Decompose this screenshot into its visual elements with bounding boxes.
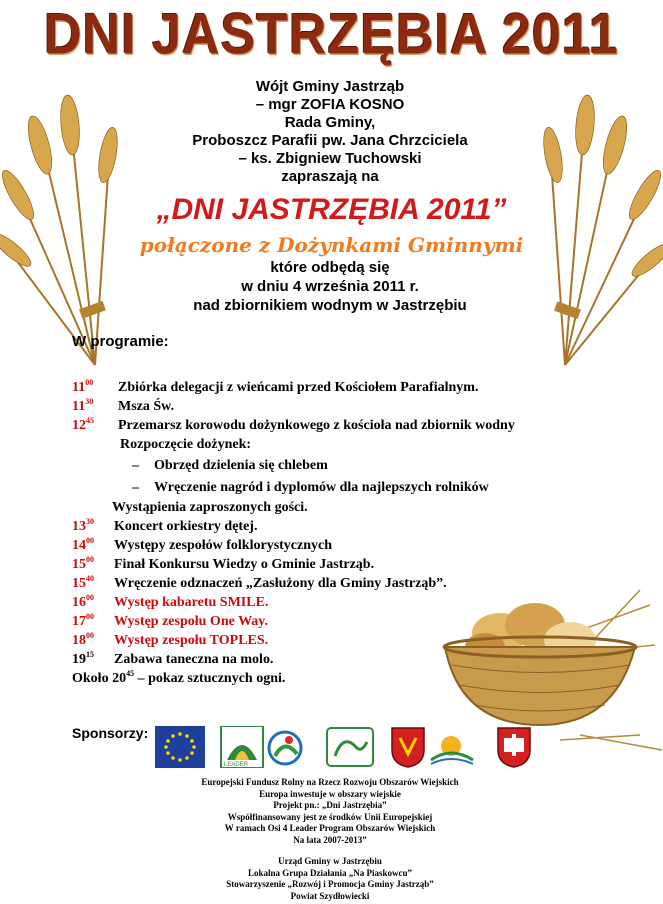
program-item (72, 669, 592, 688)
program-item (72, 555, 592, 574)
footer-line: Na lata 2007-2013” (293, 834, 367, 845)
event-details (130, 258, 530, 315)
program-text: Wręczenie odznaczeń „Zasłużony dla Gminy Jastrząb”. (114, 576, 447, 591)
program-time: $13^{30}$ (72, 517, 94, 534)
host-line: – ks. Zbigniew Tuchowski (238, 150, 422, 167)
program-text: Występ kabaretu SMILE. (114, 595, 269, 610)
program-text: Wystąpienia zaproszonych gości. (112, 500, 308, 515)
program-item (72, 498, 592, 517)
szydlowiec-coat-of-arms (489, 726, 539, 768)
leader-logo (217, 726, 267, 768)
details-line: w dniu 4 września 2011 r. (241, 278, 419, 295)
footer-line: Lokalna Grupa Działania „Na Piaskowcu” (247, 867, 413, 878)
host-line: Rada Gminy, (284, 114, 376, 131)
details-line: nad zbiornikiem wodnym w Jastrzębiu (193, 297, 467, 314)
dash-bullet: – (132, 480, 139, 495)
program-item (72, 536, 592, 555)
rozwoj-i-promocja-logo (427, 726, 477, 768)
program-time: $12^{45}$ (72, 416, 94, 433)
program-item (72, 593, 592, 612)
event-subtitle: połączone z Dożynkami Gminnymi (139, 233, 524, 257)
host-line: Wójt Gminy Jastrząb (255, 78, 405, 95)
program-text: Obrzęd dzielenia się chlebem (154, 458, 328, 473)
program-item (72, 517, 592, 536)
program-text: Wręczenie nagród i dyplomów dla najlepszych rolników (154, 480, 489, 495)
event-title: „DNI JASTRZĘBIA 2011” (156, 193, 507, 226)
program-text: Msza Św. (118, 399, 174, 414)
program-text: Zabawa taneczna na molo. (114, 652, 274, 667)
footer-line: Projekt pn.: „Dni Jastrzębia” (273, 800, 387, 810)
program-text: Występ zespołu TOPLES. (114, 633, 269, 648)
program-text: Finał Konkursu Wiedzy o Gminie Jastrząb. (114, 557, 375, 572)
jastrzab-coat-of-arms (383, 726, 433, 768)
program-time: $15^{40}$ (72, 574, 94, 591)
leader-logo-text: LEADER (224, 762, 249, 768)
footer-line: Powiat Szydłowiecki (290, 890, 370, 901)
program-text: Koncert orkiestry dętej. (114, 519, 258, 534)
program-item (72, 378, 592, 397)
footer-line: Stowarzyszenie „Rozwój i Promocja Gminy Jastrząb” (226, 879, 434, 889)
program-item (72, 650, 592, 669)
program-time: $18^{00}$ (72, 631, 94, 648)
footer-funding-info (130, 777, 530, 846)
program-item (72, 631, 592, 650)
footer-line: W ramach Osi 4 Leader Program Obszarów Wiejskich (224, 823, 436, 833)
footer-organizers (130, 856, 530, 902)
program-item (72, 435, 592, 454)
dash-bullet: – (132, 458, 139, 473)
program-time: $14^{00}$ (72, 536, 94, 553)
host-line: – mgr ZOFIA KOSNO (255, 96, 405, 113)
program-item (72, 574, 592, 593)
program-item (72, 416, 592, 435)
sponsors-label: Sponsorzy: (72, 725, 149, 741)
program-time: $15^{00}$ (72, 555, 94, 572)
program-time: Około $20^{45}$ – pokaz sztucznych ogni. (72, 669, 286, 686)
program-time: $19^{15}$ (72, 650, 94, 667)
program-item (72, 397, 592, 416)
program-time: $11^{00}$ (72, 378, 94, 395)
program-text: Występy zespołów folklorystycznych (114, 538, 333, 553)
program-subitem (72, 476, 592, 498)
program-text: Rozpoczęcie dożynek: (120, 437, 252, 452)
lgd-na-piaskowcu-logo (325, 726, 375, 768)
program-time: $16^{00}$ (72, 593, 94, 610)
program-list (72, 378, 592, 688)
program-text: Zbiórka delegacji z wieńcami przed Kościołem Parafialnym. (118, 380, 479, 395)
program-text: Występ zespołu One Way. (114, 614, 269, 629)
prow-logo (265, 726, 315, 768)
footer-line: Urząd Gminy w Jastrzębiu (278, 856, 382, 866)
program-label: W programie: (72, 333, 169, 350)
hosts-block (130, 78, 530, 186)
details-line: które odbędą się (270, 259, 390, 276)
program-item (72, 612, 592, 631)
footer-line: Europejski Fundusz Rolny na Rzecz Rozwoju Obszarów Wiejskich (201, 777, 459, 787)
program-time: $17^{00}$ (72, 612, 94, 629)
eu-flag-logo (155, 726, 205, 768)
footer-line: Europa inwestuje w obszary wiejskie (259, 788, 401, 799)
program-text: Przemarsz korowodu dożynkowego z kościoła nad zbiornik wodny (118, 418, 515, 433)
host-line: zapraszają na (281, 168, 379, 185)
program-time: $11^{30}$ (72, 397, 94, 414)
footer-line: Współfinansowany jest ze środków Unii Europejskiej (227, 811, 433, 822)
program-subitem (72, 454, 592, 476)
host-line: Proboszcz Parafii pw. Jana Chrzciciela (192, 132, 468, 149)
page-title: DNI JASTRZĘBIA 2011 (44, 3, 619, 67)
